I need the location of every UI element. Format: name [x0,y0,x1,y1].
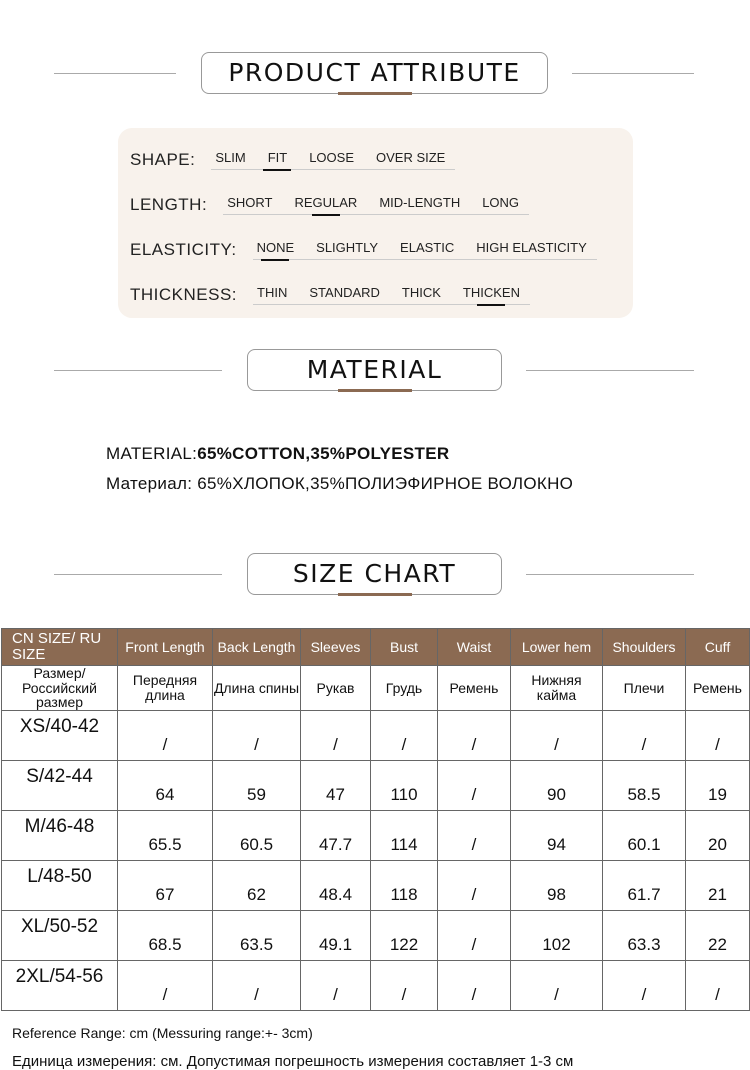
table-row [2,711,750,761]
measurement-cell: / [213,961,301,1011]
material-label: Материал: [106,474,193,493]
size-cell: XL/50-52 [2,911,118,961]
attribute-option: ELASTIC [400,240,455,255]
attribute-options [211,150,455,170]
attribute-option-selected: FIT [267,150,288,165]
attribute-option: THICK [401,285,441,300]
column-header: Waist [438,629,511,666]
size-cell: XS/40-42 [2,711,118,761]
attribute-label: LENGTH: [130,195,208,214]
attribute-option: OVER SIZE [376,150,446,165]
column-header: Lower hem [511,629,603,666]
attribute-option-selected: REGULAR [294,195,358,210]
attribute-option: HIGH ELASTICITY [476,240,587,255]
attribute-row [130,140,455,170]
measurement-cell: / [438,761,511,811]
measurement-cell: 21 [686,861,750,911]
size-cell: M/46-48 [2,811,118,861]
measurement-cell: 60.5 [213,811,301,861]
measurement-cell: 67 [118,861,213,911]
measurement-cell: 118 [371,861,438,911]
section-title-material [247,349,502,391]
measurement-cell: 63.5 [213,911,301,961]
measurement-cell: / [301,961,371,1011]
measurement-cell: 64 [118,761,213,811]
attribute-option: STANDARD [309,285,380,300]
measurement-cell: 110 [371,761,438,811]
table-row [2,861,750,911]
measurement-cell: 22 [686,911,750,961]
measurement-cell: / [438,911,511,961]
measurement-cell: 63.3 [603,911,686,961]
measurement-cell: 20 [686,811,750,861]
ru-column-header: Грудь [371,666,438,711]
attribute-row [130,230,597,260]
measurement-cell: 68.5 [118,911,213,961]
attribute-option: SLIGHTLY [316,240,379,255]
column-header: CN SIZE/ RU SIZE [2,629,118,666]
measurement-cell: / [438,861,511,911]
attribute-option: LONG [482,195,520,210]
attribute-options [253,240,597,260]
size-chart-section [1,628,749,1070]
table-row [2,761,750,811]
section-title-text: PRODUCT ATTRIBUTE [228,58,521,87]
measurement-cell: / [603,961,686,1011]
measurement-cell: / [118,711,213,761]
attribute-label: THICKNESS: [130,285,238,304]
measurement-cell: 98 [511,861,603,911]
attribute-option-selected: NONE [256,240,295,255]
measurement-cell: / [686,711,750,761]
measurement-cell: / [118,961,213,1011]
ru-column-header: Ремень [686,666,750,711]
column-header: Bust [371,629,438,666]
size-chart-table [1,628,750,1011]
measurement-cell: 19 [686,761,750,811]
ru-column-header: Ремень [438,666,511,711]
ru-column-header: Рукав [301,666,371,711]
measurement-cell: 49.1 [301,911,371,961]
measurement-cell: / [438,711,511,761]
size-cell: 2XL/54-56 [2,961,118,1011]
measurement-cell: 122 [371,911,438,961]
material-value: 65%COTTON,35%POLYESTER [197,444,450,463]
ru-column-header: Плечи [603,666,686,711]
column-header: Shoulders [603,629,686,666]
measurement-cell: / [371,711,438,761]
column-header: Cuff [686,629,750,666]
measurement-cell: 61.7 [603,861,686,911]
column-header: Sleeves [301,629,371,666]
measurement-cell: / [511,711,603,761]
attribute-panel [118,128,633,318]
measurement-cell: 60.1 [603,811,686,861]
measurement-cell: 114 [371,811,438,861]
attribute-label: ELASTICITY: [130,240,237,259]
attribute-row [130,185,529,215]
reference-range-note: Reference Range: cm (Messuring range:+- 3cm) [12,1025,313,1042]
section-title-size-chart [247,553,502,595]
measurement-cell: 59 [213,761,301,811]
measurement-cell: / [213,711,301,761]
material-label: MATERIAL: [106,444,198,463]
material-ru [106,474,573,494]
measurement-cell: 90 [511,761,603,811]
ru-column-header: Нижняя кайма [511,666,603,711]
table-row [2,961,750,1011]
size-cell: L/48-50 [2,861,118,911]
measurement-cell: / [511,961,603,1011]
ru-column-header: Размер/ Российский размер [2,666,118,711]
table-row [2,811,750,861]
ru-column-header: Передняя длина [118,666,213,711]
attribute-option-selected: THICKEN [462,285,520,300]
measurement-cell: / [686,961,750,1011]
attribute-option: SHORT [227,195,273,210]
attribute-options [223,195,529,215]
ru-header-row [2,666,750,711]
attribute-label: SHAPE: [130,150,196,169]
measurement-note-ru: Единица измерения: см. Допустимая погрешность измерения составляет 1-3 см [12,1053,574,1070]
section-title-product-attribute [201,52,548,94]
attribute-option: LOOSE [309,150,354,165]
measurement-cell: 102 [511,911,603,961]
section-title-text: SIZE CHART [292,559,457,588]
measurement-cell: 48.4 [301,861,371,911]
material-en [106,444,449,464]
measurement-cell: 65.5 [118,811,213,861]
attribute-option: THIN [257,285,288,300]
attribute-options [253,285,530,305]
measurement-cell: / [438,961,511,1011]
measurement-cell: 47.7 [301,811,371,861]
measurement-cell: / [603,711,686,761]
measurement-cell: / [438,811,511,861]
measurement-cell: / [301,711,371,761]
table-row [2,911,750,961]
measurement-cell: 94 [511,811,603,861]
measurement-cell: 47 [301,761,371,811]
attribute-option: SLIM [215,150,246,165]
column-header: Back Length [213,629,301,666]
measurement-cell: / [371,961,438,1011]
ru-column-header: Длина спины [213,666,301,711]
column-header: Front Length [118,629,213,666]
attribute-option: MID-LENGTH [379,195,461,210]
section-title-text: MATERIAL [306,355,443,384]
attribute-row [130,275,530,305]
size-cell: S/42-44 [2,761,118,811]
measurement-cell: 58.5 [603,761,686,811]
material-value: 65%ХЛОПОК,35%ПОЛИЭФИРНОЕ ВОЛОКНО [197,474,574,493]
measurement-cell: 62 [213,861,301,911]
